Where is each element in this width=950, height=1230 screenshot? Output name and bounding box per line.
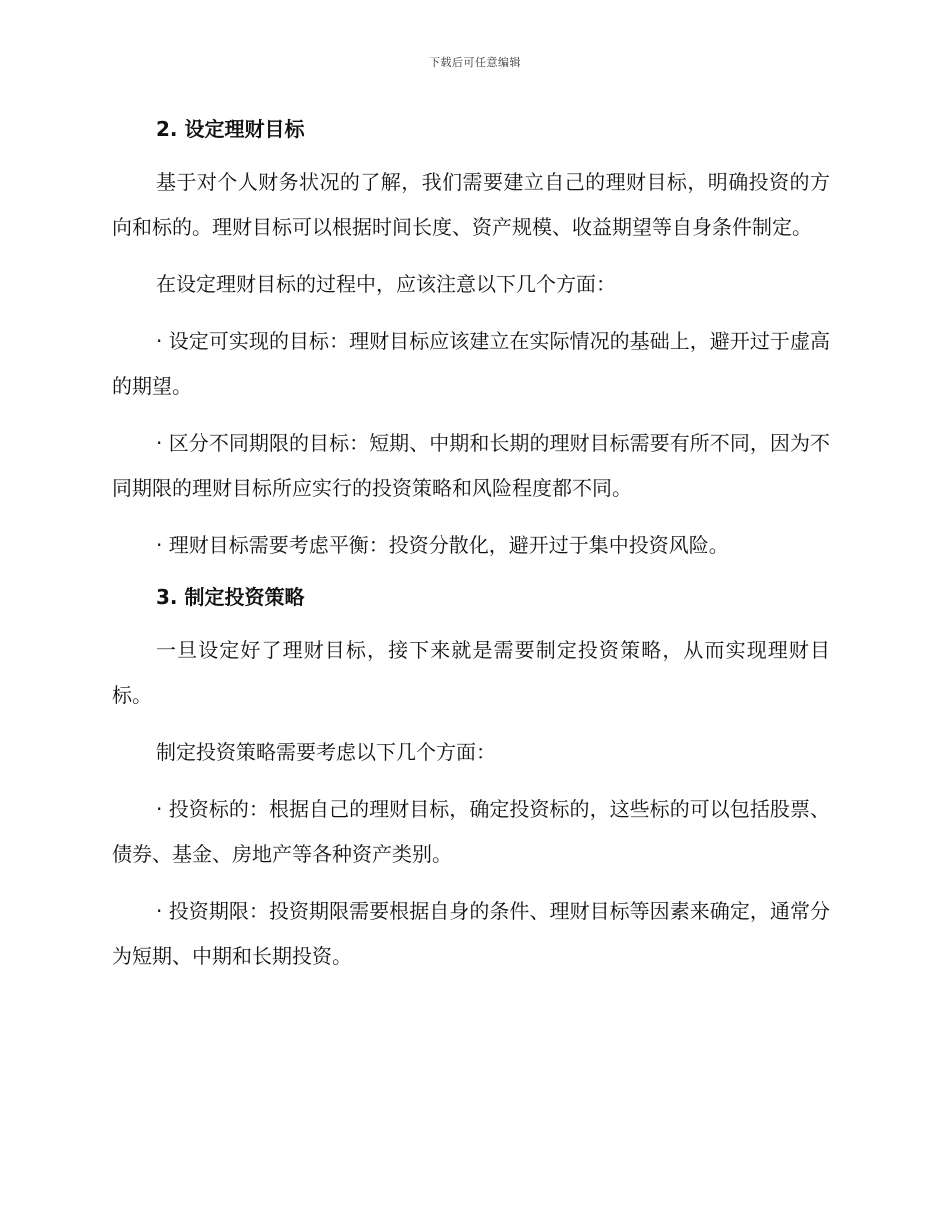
page-header-note: 下载后可任意编辑 — [429, 56, 521, 69]
bullet-paragraph: · 区分不同期限的目标：短期、中期和长期的理财目标需要有所不同，因为不同期限的理财目标所应实行的投资策略和风险程度都不同。 — [112, 431, 830, 500]
bullet-paragraph: · 投资期限：投资期限需要根据自身的条件、理财目标等因素来确定，通常分为短期、中期和长期投资。 — [112, 899, 830, 968]
section-heading: 3. 制定投资策略 — [156, 585, 305, 609]
paragraph: 制定投资策略需要考虑以下几个方面： — [156, 740, 496, 764]
section-heading: 2. 设定理财目标 — [156, 117, 305, 141]
paragraph: 基于对个人财务状况的了解，我们需要建立自己的理财目标，明确投资的方向和标的。理财目标可以根据时间长度、资产规模、收益期望等自身条件制定。 — [112, 170, 830, 239]
paragraph: 一旦设定好了理财目标，接下来就是需要制定投资策略，从而实现理财目标。 — [112, 638, 830, 707]
paragraph: 在设定理财目标的过程中，应该注意以下几个方面： — [156, 272, 616, 296]
bullet-paragraph: · 设定可实现的目标：理财目标应该建立在实际情况的基础上，避开过于虚高的期望。 — [112, 329, 830, 398]
document-body — [112, 112, 830, 979]
bullet-paragraph: · 投资标的：根据自己的理财目标，确定投资标的，这些标的可以包括股票、债券、基金、房地产等各种资产类别。 — [112, 797, 830, 866]
bullet-paragraph: · 理财目标需要考虑平衡：投资分散化，避开过于集中投资风险。 — [156, 533, 729, 557]
